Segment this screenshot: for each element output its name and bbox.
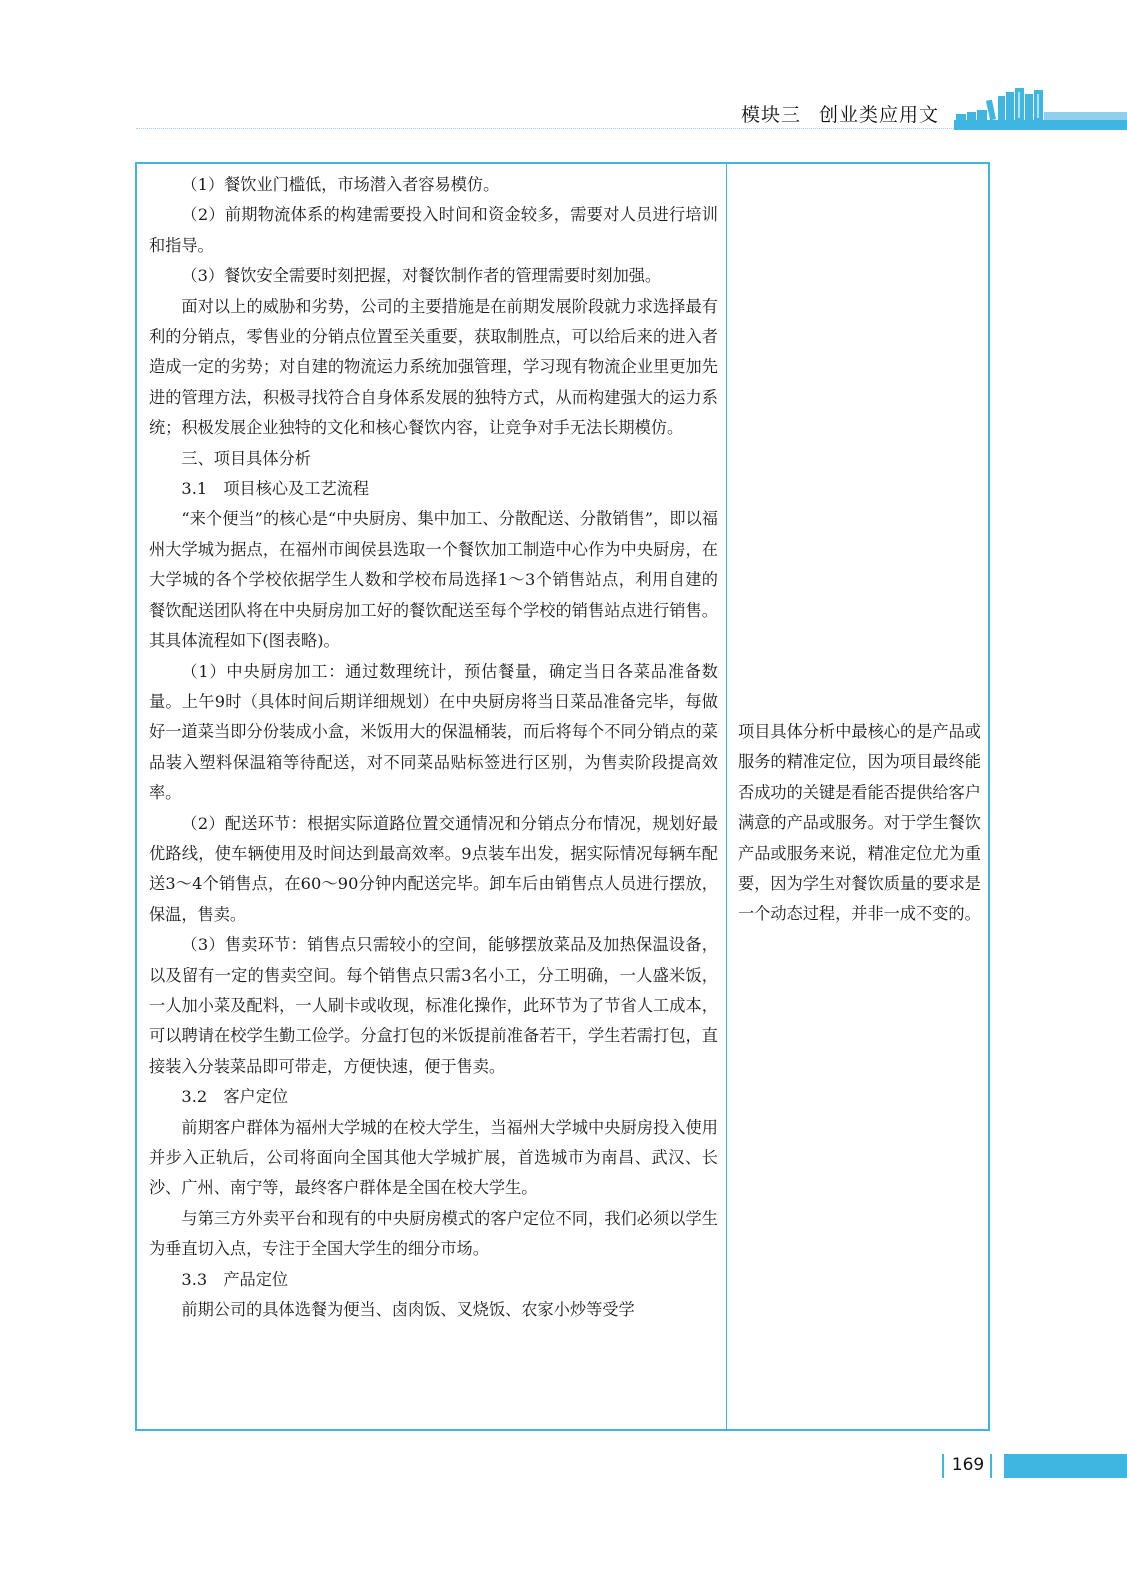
content-table [135, 162, 990, 1431]
paragraph: 前期公司的具体选餐为便当、卤肉饭、叉烧饭、农家小炒等受学 [181, 1300, 635, 1320]
side-note: 项目具体分析中最核心的是产品或服务的精准定位，因为项目最终能否成功的关键是看能否提供给客户满意的产品或服务。对于学生餐饮产品或服务来说，精准定位尤为重要，因为学生对餐饮质量的要求是一个动态过程，并非一成不变的。 [738, 722, 981, 924]
page-number: 169 [951, 1455, 985, 1475]
page-number-left-bar [942, 1454, 944, 1478]
paragraph: 面对以上的威胁和劣势，公司的主要措施是在前期发展阶段就力求选择最有利的分销点，零售业的分销点位置至关重要，获取制胜点，可以给后来的进入者造成一定的劣势；对自建的物流运力系统加强管理，学习现有物流企业里更加先进的管理方法，积极寻找符合自身体系发展的独特方式，从而构建强大的运力系统；积极发展企业独特的文化和核心餐饮内容，让竞争对手无法长期模仿。 [149, 296, 718, 438]
page-number-right-bar [990, 1454, 992, 1478]
page-edge-tab [1004, 1454, 1127, 1478]
running-header [741, 100, 939, 127]
paragraph: （3）餐饮安全需要时刻把握，对餐饮制作者的管理需要时刻加强。 [181, 266, 662, 286]
chapter-title: 创业类应用文 [818, 104, 939, 126]
bookshelf-icon [954, 88, 1127, 130]
subsection-heading: 3.2 客户定位 [181, 1087, 289, 1107]
side-note-column [738, 717, 981, 930]
main-text-column [149, 170, 718, 1325]
paragraph: 前期客户群体为福州大学城的在校大学生，当福州大学城中央厨房投入使用并步入正轨后，公司将面向全国其他大学城扩展，首选城市为南昌、武汉、长沙、广州、南宁等，最终客户群体是全国在校大学生。 [149, 1117, 718, 1198]
header-rule [136, 128, 954, 129]
module-label: 模块三 [740, 104, 801, 126]
column-divider [726, 164, 727, 1429]
paragraph: （1）餐饮业门槛低，市场潜入者容易模仿。 [181, 175, 500, 194]
paragraph: 与第三方外卖平台和现有的中央厨房模式的客户定位不同，我们必须以学生为垂直切入点，专注于全国大学生的细分市场。 [149, 1208, 718, 1259]
paragraph: （1）中央厨房加工：通过数理统计，预估餐量，确定当日各菜品准备数量。上午9时（具体时间后期详细规划）在中央厨房将当日菜品准备完毕，每做好一道菜当即分份装成小盒，米饭用大的保温桶装，而后将每个不同分销点的菜品装入塑料保温箱等待配送，对不同菜品贴标签进行区别，为售卖阶段提高效率。 [149, 661, 718, 803]
paragraph: （2）前期物流体系的构建需要投入时间和资金较多，需要对人员进行培训和指导。 [149, 205, 718, 255]
section-heading: 三、项目具体分析 [181, 448, 311, 468]
paragraph: （3）售卖环节：销售点只需较小的空间，能够摆放菜品及加热保温设备，以及留有一定的售卖空间。每个销售点只需3名小工，分工明确，一人盛米饭，一人加小菜及配料，一人刷卡或收现，标准化操作，此环节为了节省人工成本，可以聘请在校学生勤工俭学。分盒打包的米饭提前准备若干，学生若需打包，直接装入分装菜品即可带走，方便快速，便于售卖。 [149, 935, 718, 1076]
paragraph: （2）配送环节：根据实际道路位置交通情况和分销点分布情况，规划好最优路线，使车辆使用及时间达到最高效率。9点装车出发，据实际情况每辆车配送3～4个销售点，在60～90分钟内配送完毕。卸车后由销售点人员进行摆放，保温，售卖。 [149, 813, 718, 924]
subsection-heading: 3.3 产品定位 [181, 1269, 289, 1289]
subsection-heading: 3.1 项目核心及工艺流程 [181, 479, 370, 499]
paragraph: “来个便当”的核心是“中央厨房、集中加工、分散配送、分散销售”，即以福州大学城为据点，在福州市闽侯县选取一个餐饮加工制造中心作为中央厨房，在大学城的各个学校依据学生人数和学校布局选择1～3个销售站点，利用自建的餐饮配送团队将在中央厨房加工好的餐饮配送至每个学校的销售站点进行销售。其具体流程如下(图表略)。 [149, 509, 718, 651]
